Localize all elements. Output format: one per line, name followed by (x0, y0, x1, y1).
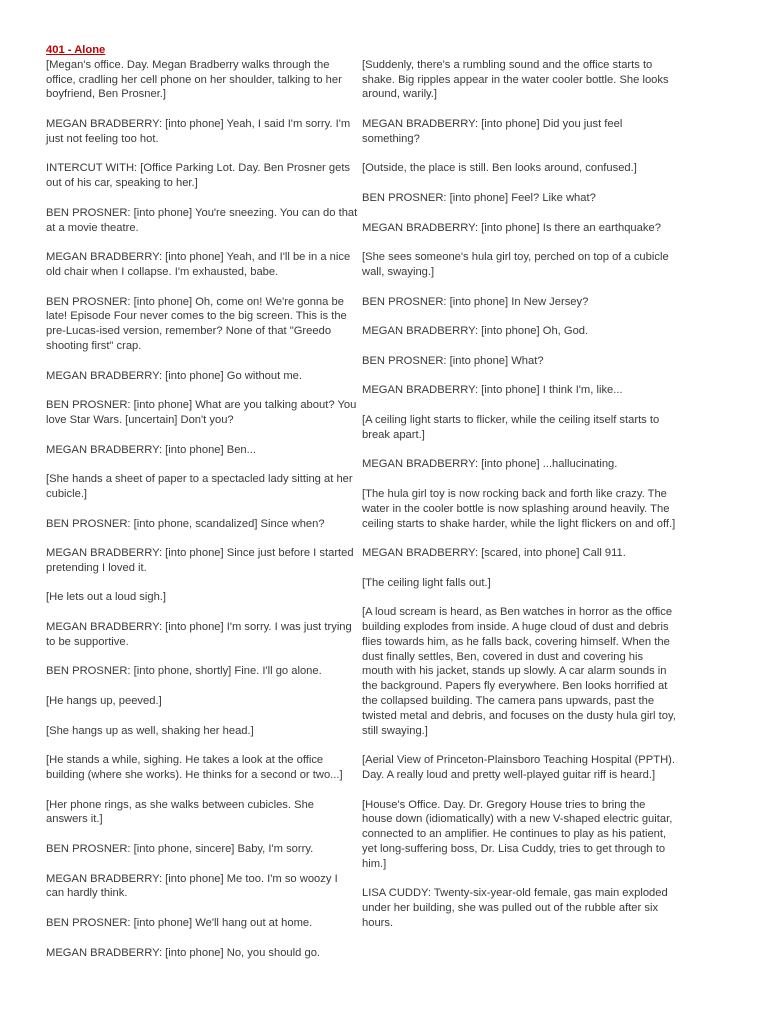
script-paragraph: MEGAN BRADBERRY: [into phone] Oh, God. (362, 325, 589, 338)
script-paragraph: BEN PROSNER: [into phone] We'll hang out at home. (46, 917, 313, 930)
script-paragraph: [Outside, the place is still. Ben looks around, confused.] (362, 162, 637, 175)
script-paragraph: [He stands a while, sighing. He takes a look at the office building (where she works). He thinks for a second or two...] (46, 754, 343, 782)
script-paragraph: [He hangs up, peeved.] (46, 695, 162, 708)
script-paragraph: INTERCUT WITH: [Office Parking Lot. Day. Ben Prosner gets out of his car, speaking to her.] (46, 162, 351, 190)
script-paragraph: [She hangs up as well, shaking her head.] (46, 724, 254, 737)
script-paragraph: [Suddenly, there's a rumbling sound and the office starts to shake. Big ripples appear in the water cooler bottle. She looks around, warily.] (362, 58, 669, 101)
script-paragraph: BEN PROSNER: [into phone, shortly] Fine. I'll go alone. (46, 665, 322, 678)
script-paragraph: BEN PROSNER: [into phone] Oh, come on! We're gonna be late! Episode Four never comes to the big screen. This is the pre-Lucas-ised version, remember? None of that "Greedo shooting first" crap. (46, 295, 347, 352)
left-column (46, 43, 358, 975)
script-paragraph: MEGAN BRADBERRY: [into phone] No, you should go. (46, 946, 321, 959)
script-paragraph: [Aerial View of Princeton-Plainsboro Teaching Hospital (PPTH). Day. A really loud and pretty well-played guitar riff is heard.] (362, 754, 675, 782)
right-paragraphs (362, 58, 677, 931)
script-paragraph: BEN PROSNER: [into phone, sincere] Baby, I'm sorry. (46, 843, 314, 856)
script-paragraph: [She hands a sheet of paper to a spectacled lady sitting at her cubicle.] (46, 473, 353, 500)
script-paragraph: [A ceiling light starts to flicker, while the ceiling itself starts to break apart.] (362, 413, 660, 441)
script-paragraph: MEGAN BRADBERRY: [scared, into phone] Call 911. (362, 547, 626, 560)
script-paragraph: [Her phone rings, as she walks between cubicles. She answers it.] (46, 798, 315, 826)
script-paragraph: MEGAN BRADBERRY: [into phone] I'm sorry. I was just trying to be supportive. (46, 621, 352, 648)
script-paragraph: [The ceiling light falls out.] (362, 576, 491, 589)
script-paragraph: MEGAN BRADBERRY: [into phone] ...hallucinating. (362, 458, 618, 471)
script-paragraph: MEGAN BRADBERRY: [into phone] Did you just feel something? (362, 117, 623, 145)
script-paragraph: [A loud scream is heard, as Ben watches in horror as the office building explodes from inside. A huge cloud of dust and debris flies towards him, as he falls back, covering himself. When the dust finally settles, Ben, covered in dust and covering his mouth with his jacket, stands up slowly. A car alarm sounds in the background. Papers fly everywhere. Ben looks horrified at the collapsed building. The camera pans upwards, past the twisted metal and debris, and focuses on the dusty hula girl toy, still swaying.] (362, 606, 676, 737)
script-paragraph: MEGAN BRADBERRY: [into phone] I think I'm, like... (362, 384, 623, 397)
script-paragraph: MEGAN BRADBERRY: [into phone] Go without me. (46, 369, 302, 382)
script-paragraph: [Megan's office. Day. Megan Bradberry walks through the office, cradling her cell phone on her shoulder, talking to her boyfriend, Ben Prosner.] (46, 58, 342, 101)
script-paragraph: [He lets out a loud sigh.] (46, 591, 167, 604)
script-paragraph: BEN PROSNER: [into phone] In New Jersey? (362, 295, 589, 308)
script-paragraph: BEN PROSNER: [into phone] Feel? Like what? (362, 191, 596, 204)
left-paragraphs (46, 58, 358, 961)
script-paragraph: MEGAN BRADBERRY: [into phone] Ben... (46, 443, 256, 456)
right-column (362, 43, 677, 946)
script-paragraph: MEGAN BRADBERRY: [into phone] Yeah, and I'll be in a nice old chair when I collapse. I'm exhausted, babe. (46, 251, 351, 278)
script-paragraph: [She sees someone's hula girl toy, perched on top of a cubicle wall, swaying.] (362, 251, 669, 278)
script-paragraph: [House's Office. Day. Dr. Gregory House tries to bring the house down (idiomatically) with a new V-shaped electric guitar, connected to an amplifier. He continues to play as his patient, yet long-suffering boss, Dr. Lisa Cuddy, tries to get through to him.] (362, 798, 673, 870)
script-paragraph: [The hula girl toy is now rocking back and forth like crazy. The water in the cooler bottle is now splashing around heavily. The ceiling starts to shake harder, while the light flickers on and off.] (362, 487, 676, 530)
script-paragraph: MEGAN BRADBERRY: [into phone] Me too. I'm so woozy I can hardly think. (46, 872, 338, 900)
script-paragraph: BEN PROSNER: [into phone] What are you talking about? You love Star Wars. [uncertain] Don't you? (46, 399, 357, 426)
script-paragraph: MEGAN BRADBERRY: [into phone] Is there an earthquake? (362, 221, 661, 234)
script-paragraph: BEN PROSNER: [into phone, scandalized] Since when? (46, 517, 325, 530)
script-paragraph: LISA CUDDY: Twenty-six-year-old female, gas main exploded under her building, she was pulled out of the rubble after six hours. (362, 887, 668, 930)
script-paragraph: BEN PROSNER: [into phone] You're sneezing. You can do that at a movie theatre. (46, 206, 358, 234)
script-paragraph: MEGAN BRADBERRY: [into phone] Yeah, I said I'm sorry. I'm just not feeling too hot. (46, 117, 351, 145)
episode-title[interactable]: 401 - Alone (46, 44, 106, 56)
script-paragraph: MEGAN BRADBERRY: [into phone] Since just before I started pretending I loved it. (46, 547, 354, 574)
script-paragraph: BEN PROSNER: [into phone] What? (362, 354, 544, 367)
